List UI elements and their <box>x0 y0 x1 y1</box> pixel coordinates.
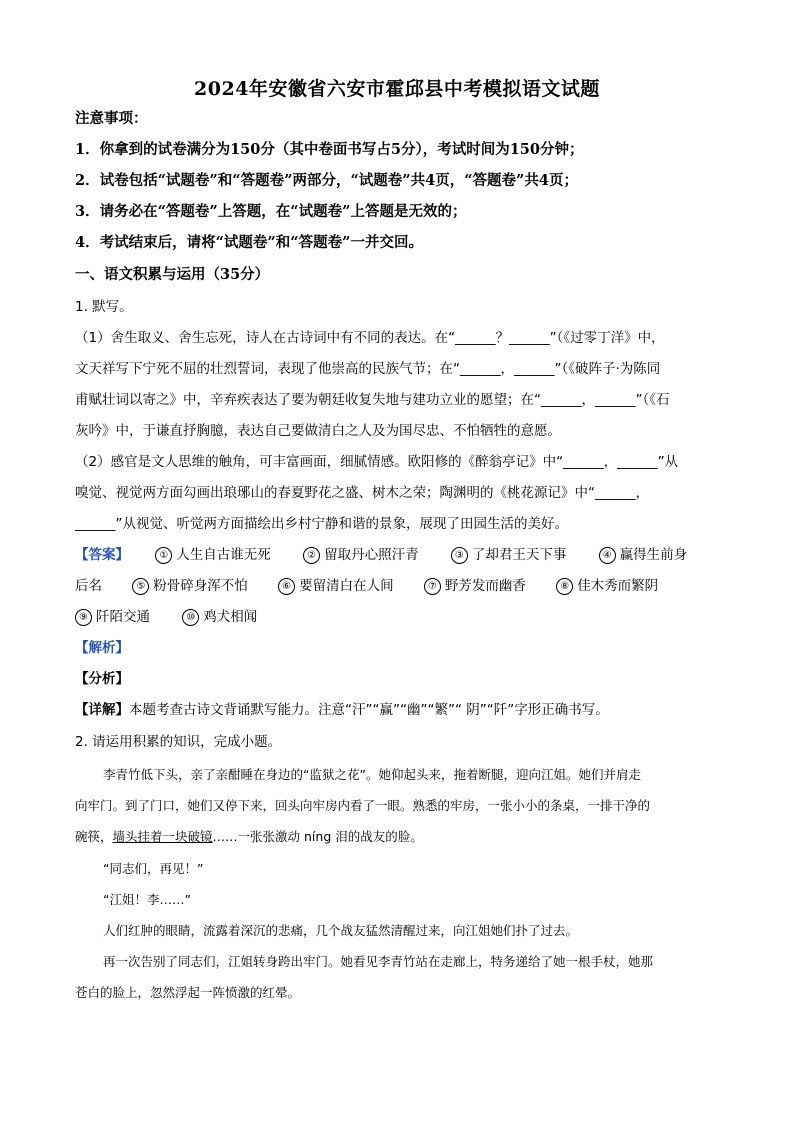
answer-text: 鸡犬相闻 <box>203 609 258 625</box>
story-text: 碗筷， <box>75 829 113 844</box>
question-stem: 2. 请运用积累的知识，完成小题。 <box>75 734 282 750</box>
story-line: 人们红肿的眼睛，流露着深沉的悲痛，几个战友猛然清醒过来，向江姐她们扑了过去。 <box>103 923 579 938</box>
answer-text: 要留清白在人间 <box>299 578 394 594</box>
answer-number: ⑦ <box>424 578 441 595</box>
story-line: 向牢门。到了门口，她们又停下来，回头向牢房内看了一眼。熟悉的牢房，一张小小的条桌，一排干净的 <box>75 798 651 813</box>
detail-tag: 【详解】 <box>75 702 129 718</box>
notice-item: 1．你拿到的试卷满分为150分（其中卷面书写占5分），考试时间为150分钟； <box>75 141 584 158</box>
notice-item: 3．请务必在“答题卷”上答题，在“试题卷”上答题是无效的； <box>75 203 467 220</box>
answer-number: ⑨ <box>75 609 92 626</box>
answer-number: ⑧ <box>556 578 573 595</box>
notice-item: 2．试卷包括“试题卷”和“答题卷”两部分，“试题卷”共4页，“答题卷”共4页； <box>75 172 578 189</box>
detail-text: 本题考查古诗文背诵默写能力。注意“汗”“赢”“幽”“繁”“ 阴”“阡”字形正确书写。 <box>129 702 609 718</box>
answer-number: ② <box>303 547 320 564</box>
dialogue-line: “同志们，再见！” <box>103 861 204 876</box>
answer-text: 了却君王天下事 <box>471 547 567 563</box>
answer-item <box>75 608 150 626</box>
story-line: 再一次告别了同志们，江姐转身跨出牢门。她看见李青竹站在走廊上，特务递给了她一根手杖，她那 <box>103 954 654 969</box>
answer-row <box>75 608 735 626</box>
question-line: 嗅觉、视觉两方面勾画出琅琊山的春夏野花之盛、树木之荣；陶渊明的《桃花源记》中“______， <box>75 485 649 501</box>
answer-text: 赢得生前身 <box>619 547 688 563</box>
question-stem: 1. 默写。 <box>75 299 133 315</box>
underlined-phrase: 墙头挂着一块破镜 <box>112 829 213 844</box>
answer-number: ④ <box>599 547 616 564</box>
answer-text: 留取丹心照汗青 <box>324 547 419 563</box>
question-line: （2）感官是文人思维的触角，可丰富画面，细腻情感。欧阳修的《醉翁亭记》中“______，______”从 <box>75 454 679 470</box>
question-line: 灰吟》中，于谦直抒胸臆，表达自己要做清白之人及为国尽忠、不怕牺牲的意愿。 <box>75 423 561 439</box>
answer-text: 佳木秀而繁阴 <box>577 578 659 594</box>
answer-text: 粉骨碎身浑不怕 <box>153 578 248 594</box>
answer-text: 野芳发而幽香 <box>444 578 526 594</box>
notice-item: 4．考试结束后，请将“试题卷”和“答题卷”一并交回。 <box>75 234 423 251</box>
story-line: 苍白的脸上，忽然浮起一阵愤激的红晕。 <box>75 985 301 1000</box>
story-text: ……一张张激动 níng 泪的战友的脸。 <box>212 829 423 844</box>
answer-row <box>75 546 735 564</box>
story-line <box>75 828 725 846</box>
answer-row <box>75 577 735 595</box>
story-line: 李青竹低下头，亲了亲酣睡在身边的“监狱之花”。她仰起头来，拖着断腿，迎向江姐。她们并肩走 <box>103 767 641 782</box>
answer-text: 后名 <box>75 578 102 594</box>
fenxi-tag: 【分析】 <box>75 671 129 687</box>
answer-item <box>303 546 419 564</box>
answer-number: ⑥ <box>278 578 295 595</box>
page-title: 2024年安徽省六安市霍邱县中考模拟语文试题 <box>194 78 600 100</box>
answer-number: ① <box>155 547 172 564</box>
answer-item <box>155 546 271 564</box>
detail-line <box>75 701 735 719</box>
answer-item <box>451 546 567 564</box>
question-line: 甫赋壮词以寄之》中，辛弃疾表达了要为朝廷收复失地与建功立业的愿望；在“______，______”（《石 <box>75 392 670 408</box>
answer-item <box>556 577 658 595</box>
analysis-tag: 【解析】 <box>75 640 129 656</box>
answer-tag: 【答案】 <box>75 547 129 563</box>
notice-heading: 注意事项： <box>75 110 148 127</box>
dialogue-line: “江姐！李……” <box>103 892 191 907</box>
answer-text: 阡陌交通 <box>96 609 150 625</box>
question-line: （1）舍生取义、舍生忘死，诗人在古诗词中有不同的表达。在“______？______”（《过零丁洋》中， <box>75 330 665 346</box>
answer-item <box>278 577 394 595</box>
answer-number: ⑤ <box>132 578 149 595</box>
answer-number: ③ <box>451 547 468 564</box>
answer-item <box>132 577 248 595</box>
question-line: 文天祥写下宁死不屈的壮烈誓词，表现了他崇高的民族气节；在“______，______”（《破阵子·为陈同 <box>75 361 661 377</box>
answer-number: ⑩ <box>182 609 199 626</box>
section-heading: 一、语文积累与运用（35分） <box>75 266 270 283</box>
answer-item <box>182 608 257 626</box>
answer-item <box>599 546 688 564</box>
answer-text: 人生自古谁无死 <box>176 547 271 563</box>
answer-item <box>424 577 526 595</box>
question-line: ______”从视觉、听觉两方面描绘出乡村宁静和谐的景象，展现了田园生活的美好。 <box>75 516 568 532</box>
